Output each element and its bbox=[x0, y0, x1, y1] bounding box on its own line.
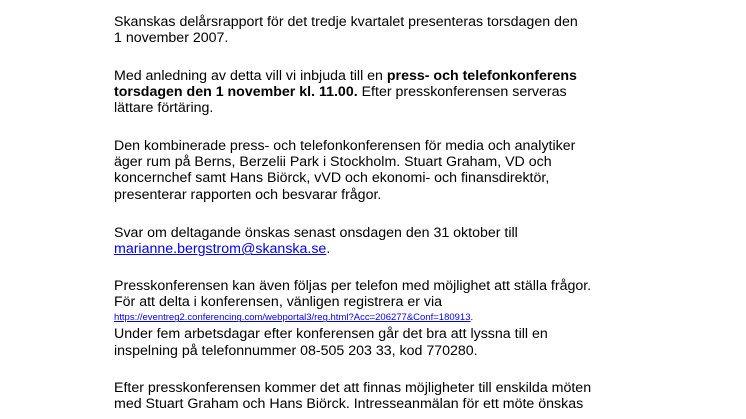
registration-link[interactable]: https://eventreg2.conferencing.com/webportal3/reg.html?Acc=206277&Conf=180913 bbox=[114, 312, 471, 324]
paragraph-report-date bbox=[114, 14, 674, 46]
text-line: inspelning på telefonnummer 08-505 203 33, kod 770280. bbox=[114, 342, 478, 359]
paragraph-venue bbox=[114, 138, 674, 203]
text-line: presenterar rapporten och besvarar frågor. bbox=[114, 186, 382, 203]
text-segment: . bbox=[470, 312, 474, 324]
rsvp-email-link[interactable]: marianne.bergstrom@skanska.se bbox=[114, 241, 327, 258]
text-line: 1 november 2007. bbox=[114, 30, 229, 47]
text-line: Skanskas delårsrapport för det tredje kvartalet presenteras torsdagen den bbox=[114, 14, 578, 30]
text-line: För att delta i konferensen, vänligen registrera er via bbox=[114, 294, 443, 311]
paragraph-telephone bbox=[114, 278, 674, 359]
text-segment: Med anledning av detta vill vi inbjuda till en bbox=[114, 68, 387, 84]
text-line: Svar om deltagande önskas senast onsdagen den 31 oktober till bbox=[114, 225, 518, 241]
text-line bbox=[114, 84, 674, 100]
text-line: Den kombinerade press- och telefonkonferensen för media och analytiker bbox=[114, 138, 576, 154]
text-line bbox=[114, 68, 674, 84]
text-segment: . bbox=[326, 241, 331, 258]
text-line: Presskonferensen kan även följas per telefon med möjlighet att ställa frågor. bbox=[114, 278, 592, 294]
text-line: äger rum på Berns, Berzelii Park i Stockholm. Stuart Graham, VD och bbox=[114, 154, 552, 171]
text-line: lättare förtäring. bbox=[114, 100, 214, 117]
text-line: med Stuart Graham och Hans Biörck. Intresseanmälan för ett möte önskas bbox=[114, 396, 584, 413]
bold-conference-time: torsdagen den 1 november kl. 11.00. bbox=[114, 84, 358, 101]
paragraph-meetings bbox=[114, 380, 674, 412]
text-line: Efter presskonferensen kommer det att finnas möjligheter till enskilda möten bbox=[114, 380, 592, 396]
text-line bbox=[114, 310, 674, 326]
text-line: koncernchef samt Hans Biörck, vVD och ekonomi- och finansdirektör, bbox=[114, 170, 550, 187]
text-segment: Efter presskonferensen serveras bbox=[357, 84, 567, 101]
paragraph-rsvp bbox=[114, 225, 674, 257]
text-line: Under fem arbetsdagar efter konferensen går det bra att lyssna till en bbox=[114, 326, 548, 343]
bold-conference-title: press- och telefonkonferens bbox=[386, 68, 577, 84]
text-line bbox=[114, 241, 674, 257]
paragraph-invitation bbox=[114, 68, 674, 117]
